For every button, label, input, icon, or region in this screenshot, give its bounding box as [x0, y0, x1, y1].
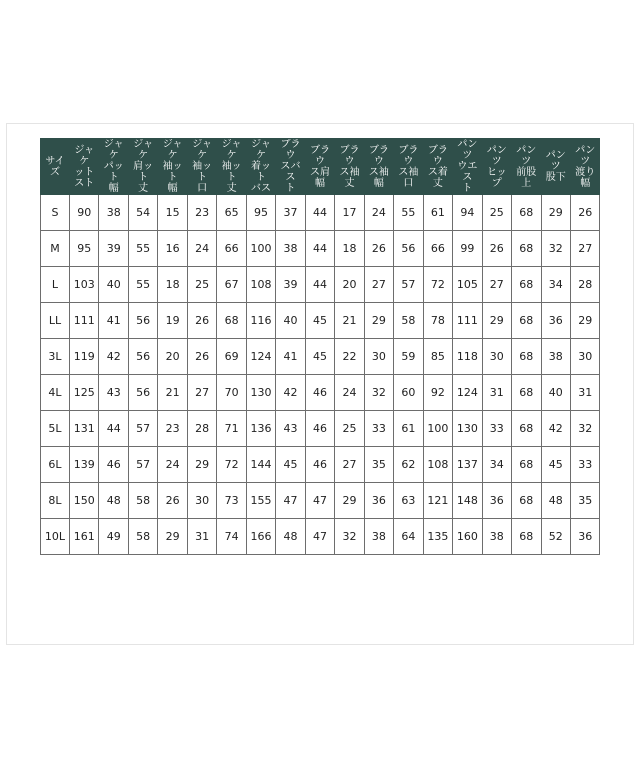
measurement-cell: 27 — [482, 267, 511, 303]
measurement-cell: 31 — [570, 375, 599, 411]
measurement-cell: 73 — [217, 483, 246, 519]
measurement-cell: 125 — [70, 375, 99, 411]
measurement-cell: 90 — [70, 195, 99, 231]
measurement-cell: 44 — [305, 231, 334, 267]
measurement-cell: 40 — [99, 267, 128, 303]
measurement-cell: 62 — [394, 447, 423, 483]
measurement-cell: 95 — [246, 195, 275, 231]
measurement-cell: 55 — [128, 231, 157, 267]
measurement-cell: 44 — [99, 411, 128, 447]
measurement-cell: 39 — [99, 231, 128, 267]
measurement-cell: 44 — [305, 267, 334, 303]
measurement-cell: 70 — [217, 375, 246, 411]
measurement-cell: 22 — [335, 339, 364, 375]
measurement-cell: 92 — [423, 375, 452, 411]
column-header: ジャケ ット スト — [70, 139, 99, 195]
measurement-cell: 68 — [512, 195, 541, 231]
measurement-cell: 18 — [335, 231, 364, 267]
measurement-cell: 130 — [246, 375, 275, 411]
measurement-cell: 56 — [128, 303, 157, 339]
measurement-cell: 46 — [305, 411, 334, 447]
table-row — [41, 339, 600, 375]
measurement-cell: 124 — [453, 375, 482, 411]
measurement-cell: 27 — [335, 447, 364, 483]
measurement-cell: 28 — [187, 411, 216, 447]
measurement-cell: 135 — [423, 519, 452, 555]
measurement-cell: 25 — [187, 267, 216, 303]
column-header: パンツ 股下 — [541, 139, 570, 195]
measurement-cell: 17 — [335, 195, 364, 231]
column-header: ジャケ 袖ット 幅 — [158, 139, 187, 195]
header-row — [41, 139, 600, 195]
measurement-cell: 46 — [99, 447, 128, 483]
measurement-cell: 47 — [305, 483, 334, 519]
measurement-cell: 26 — [570, 195, 599, 231]
measurement-cell: 52 — [541, 519, 570, 555]
measurement-cell: 26 — [187, 339, 216, 375]
size-label-cell: L — [41, 267, 70, 303]
size-label-cell: 10L — [41, 519, 70, 555]
measurement-cell: 40 — [276, 303, 305, 339]
size-label-cell: M — [41, 231, 70, 267]
measurement-cell: 46 — [305, 375, 334, 411]
measurement-cell: 21 — [158, 375, 187, 411]
column-header: ジャケ 肩ット 丈 — [128, 139, 157, 195]
measurement-cell: 57 — [394, 267, 423, 303]
measurement-cell: 30 — [570, 339, 599, 375]
measurement-cell: 26 — [364, 231, 393, 267]
column-header: ジャケ 袖ット 丈 — [217, 139, 246, 195]
measurement-cell: 24 — [335, 375, 364, 411]
measurement-cell: 124 — [246, 339, 275, 375]
measurement-cell: 61 — [423, 195, 452, 231]
measurement-cell: 166 — [246, 519, 275, 555]
measurement-cell: 27 — [364, 267, 393, 303]
measurement-cell: 40 — [541, 375, 570, 411]
size-chart-table — [40, 138, 600, 555]
measurement-cell: 130 — [453, 411, 482, 447]
table-row — [41, 195, 600, 231]
measurement-cell: 38 — [99, 195, 128, 231]
measurement-cell: 48 — [276, 519, 305, 555]
measurement-cell: 68 — [512, 231, 541, 267]
table-row — [41, 519, 600, 555]
measurement-cell: 28 — [570, 267, 599, 303]
measurement-cell: 68 — [512, 303, 541, 339]
measurement-cell: 42 — [276, 375, 305, 411]
measurement-cell: 56 — [394, 231, 423, 267]
measurement-cell: 32 — [541, 231, 570, 267]
table-row — [41, 483, 600, 519]
measurement-cell: 38 — [364, 519, 393, 555]
measurement-cell: 59 — [394, 339, 423, 375]
measurement-cell: 19 — [158, 303, 187, 339]
measurement-cell: 57 — [128, 447, 157, 483]
measurement-cell: 31 — [482, 375, 511, 411]
measurement-cell: 29 — [364, 303, 393, 339]
measurement-cell: 21 — [335, 303, 364, 339]
column-header: ブラウ ス袖口 — [394, 139, 423, 195]
measurement-cell: 30 — [187, 483, 216, 519]
measurement-cell: 27 — [570, 231, 599, 267]
measurement-cell: 29 — [335, 483, 364, 519]
measurement-cell: 68 — [512, 519, 541, 555]
measurement-cell: 148 — [453, 483, 482, 519]
size-label-cell: 3L — [41, 339, 70, 375]
measurement-cell: 85 — [423, 339, 452, 375]
measurement-cell: 42 — [99, 339, 128, 375]
measurement-cell: 44 — [305, 195, 334, 231]
column-header: ジャケ パット 幅 — [99, 139, 128, 195]
measurement-cell: 16 — [158, 231, 187, 267]
measurement-cell: 63 — [394, 483, 423, 519]
measurement-cell: 32 — [364, 375, 393, 411]
measurement-cell: 55 — [128, 267, 157, 303]
measurement-cell: 48 — [541, 483, 570, 519]
measurement-cell: 136 — [246, 411, 275, 447]
measurement-cell: 118 — [453, 339, 482, 375]
measurement-cell: 25 — [482, 195, 511, 231]
measurement-cell: 100 — [246, 231, 275, 267]
measurement-cell: 68 — [217, 303, 246, 339]
measurement-cell: 30 — [482, 339, 511, 375]
measurement-cell: 72 — [217, 447, 246, 483]
measurement-cell: 42 — [541, 411, 570, 447]
column-header: ブラウ ス着丈 — [423, 139, 452, 195]
measurement-cell: 29 — [158, 519, 187, 555]
measurement-cell: 34 — [541, 267, 570, 303]
measurement-cell: 108 — [423, 447, 452, 483]
measurement-cell: 38 — [276, 231, 305, 267]
measurement-cell: 60 — [394, 375, 423, 411]
measurement-cell: 68 — [512, 411, 541, 447]
measurement-cell: 20 — [158, 339, 187, 375]
measurement-cell: 35 — [364, 447, 393, 483]
measurement-cell: 29 — [570, 303, 599, 339]
column-header: ジャケ 袖ット 口 — [187, 139, 216, 195]
measurement-cell: 34 — [482, 447, 511, 483]
measurement-cell: 43 — [276, 411, 305, 447]
measurement-cell: 48 — [99, 483, 128, 519]
measurement-cell: 45 — [305, 303, 334, 339]
measurement-cell: 20 — [335, 267, 364, 303]
measurement-cell: 139 — [70, 447, 99, 483]
measurement-cell: 95 — [70, 231, 99, 267]
size-label-cell: 8L — [41, 483, 70, 519]
measurement-cell: 99 — [453, 231, 482, 267]
measurement-cell: 39 — [276, 267, 305, 303]
measurement-cell: 36 — [570, 519, 599, 555]
measurement-cell: 64 — [394, 519, 423, 555]
measurement-cell: 24 — [158, 447, 187, 483]
measurement-cell: 38 — [541, 339, 570, 375]
measurement-cell: 41 — [99, 303, 128, 339]
measurement-cell: 155 — [246, 483, 275, 519]
measurement-cell: 137 — [453, 447, 482, 483]
table-row — [41, 447, 600, 483]
column-header: ジャケ 着ット バス — [246, 139, 275, 195]
measurement-cell: 15 — [158, 195, 187, 231]
column-header: サイ ズ — [41, 139, 70, 195]
measurement-cell: 58 — [128, 483, 157, 519]
measurement-cell: 61 — [394, 411, 423, 447]
measurement-cell: 31 — [187, 519, 216, 555]
measurement-cell: 29 — [541, 195, 570, 231]
column-header: ブラウ ス肩幅 — [305, 139, 334, 195]
measurement-cell: 46 — [305, 447, 334, 483]
measurement-cell: 94 — [453, 195, 482, 231]
table-row — [41, 375, 600, 411]
measurement-cell: 23 — [158, 411, 187, 447]
size-label-cell: 5L — [41, 411, 70, 447]
measurement-cell: 25 — [335, 411, 364, 447]
measurement-cell: 26 — [187, 303, 216, 339]
measurement-cell: 161 — [70, 519, 99, 555]
measurement-cell: 100 — [423, 411, 452, 447]
measurement-cell: 35 — [570, 483, 599, 519]
column-header: ブラウ ス袖幅 — [364, 139, 393, 195]
measurement-cell: 119 — [70, 339, 99, 375]
measurement-cell: 56 — [128, 375, 157, 411]
column-header: ブラウ ス袖丈 — [335, 139, 364, 195]
measurement-cell: 58 — [394, 303, 423, 339]
size-label-cell: 4L — [41, 375, 70, 411]
measurement-cell: 68 — [512, 375, 541, 411]
measurement-cell: 74 — [217, 519, 246, 555]
column-header: ブラウ スバス ト — [276, 139, 305, 195]
measurement-cell: 121 — [423, 483, 452, 519]
measurement-cell: 66 — [423, 231, 452, 267]
measurement-cell: 33 — [482, 411, 511, 447]
measurement-cell: 111 — [453, 303, 482, 339]
column-header: パンツ 前股上 — [512, 139, 541, 195]
measurement-cell: 54 — [128, 195, 157, 231]
measurement-cell: 55 — [394, 195, 423, 231]
measurement-cell: 68 — [512, 447, 541, 483]
measurement-cell: 56 — [128, 339, 157, 375]
table-row — [41, 267, 600, 303]
table-row — [41, 231, 600, 267]
measurement-cell: 24 — [187, 231, 216, 267]
table-row — [41, 411, 600, 447]
measurement-cell: 68 — [512, 267, 541, 303]
measurement-cell: 144 — [246, 447, 275, 483]
measurement-cell: 26 — [158, 483, 187, 519]
column-header: パンツ ウエス ト — [453, 139, 482, 195]
measurement-cell: 160 — [453, 519, 482, 555]
size-label-cell: LL — [41, 303, 70, 339]
measurement-cell: 105 — [453, 267, 482, 303]
measurement-cell: 65 — [217, 195, 246, 231]
size-label-cell: S — [41, 195, 70, 231]
measurement-cell: 43 — [99, 375, 128, 411]
measurement-cell: 47 — [305, 519, 334, 555]
measurement-cell: 38 — [482, 519, 511, 555]
measurement-cell: 24 — [364, 195, 393, 231]
measurement-cell: 72 — [423, 267, 452, 303]
measurement-cell: 32 — [335, 519, 364, 555]
measurement-cell: 131 — [70, 411, 99, 447]
measurement-cell: 47 — [276, 483, 305, 519]
measurement-cell: 71 — [217, 411, 246, 447]
measurement-cell: 36 — [541, 303, 570, 339]
measurement-cell: 36 — [364, 483, 393, 519]
size-label-cell: 6L — [41, 447, 70, 483]
column-header: パンツ ヒップ — [482, 139, 511, 195]
measurement-cell: 33 — [364, 411, 393, 447]
measurement-cell: 45 — [305, 339, 334, 375]
measurement-cell: 66 — [217, 231, 246, 267]
measurement-cell: 68 — [512, 483, 541, 519]
measurement-cell: 57 — [128, 411, 157, 447]
measurement-cell: 111 — [70, 303, 99, 339]
measurement-cell: 116 — [246, 303, 275, 339]
measurement-cell: 26 — [482, 231, 511, 267]
measurement-cell: 32 — [570, 411, 599, 447]
measurement-cell: 36 — [482, 483, 511, 519]
table-row — [41, 303, 600, 339]
measurement-cell: 33 — [570, 447, 599, 483]
measurement-cell: 67 — [217, 267, 246, 303]
measurement-cell: 45 — [276, 447, 305, 483]
measurement-cell: 103 — [70, 267, 99, 303]
measurement-cell: 45 — [541, 447, 570, 483]
measurement-cell: 58 — [128, 519, 157, 555]
measurement-cell: 69 — [217, 339, 246, 375]
measurement-cell: 108 — [246, 267, 275, 303]
measurement-cell: 18 — [158, 267, 187, 303]
measurement-cell: 150 — [70, 483, 99, 519]
measurement-cell: 41 — [276, 339, 305, 375]
measurement-cell: 27 — [187, 375, 216, 411]
measurement-cell: 29 — [482, 303, 511, 339]
column-header: パンツ 渡り幅 — [570, 139, 599, 195]
measurement-cell: 29 — [187, 447, 216, 483]
measurement-cell: 68 — [512, 339, 541, 375]
measurement-cell: 49 — [99, 519, 128, 555]
measurement-cell: 37 — [276, 195, 305, 231]
measurement-cell: 78 — [423, 303, 452, 339]
measurement-cell: 23 — [187, 195, 216, 231]
measurement-cell: 30 — [364, 339, 393, 375]
